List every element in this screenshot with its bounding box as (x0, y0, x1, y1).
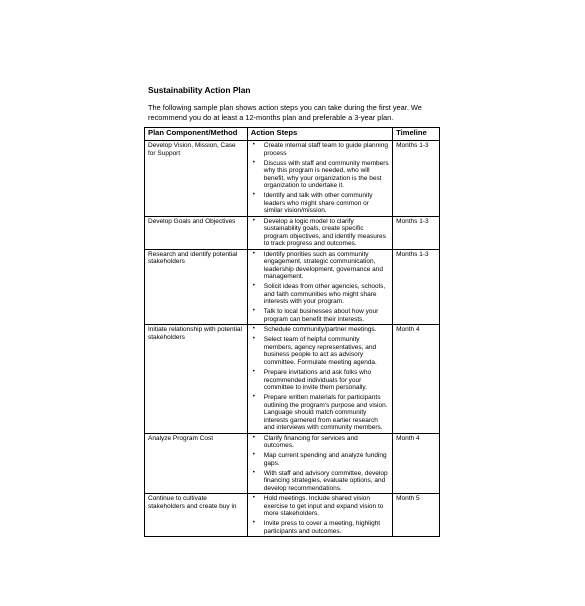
bullet-icon: • (252, 159, 255, 166)
bullet-icon: • (252, 520, 255, 527)
table-row (145, 494, 440, 537)
bullet-icon: • (252, 469, 255, 476)
action-steps-cell (247, 216, 392, 249)
action-step-text: Clarify financing for services and outcomes. (263, 434, 358, 450)
document-title: Sustainability Action Plan (148, 85, 251, 95)
action-step-item (251, 142, 389, 157)
action-step-text: Hold meetings. Include shared vision exercise to get input and expand vision to more stakeholders. (263, 495, 384, 518)
table-row (145, 216, 440, 249)
timeline-cell: Months 1-3 (393, 249, 440, 325)
action-step-text: Map current spending and analyze funding gaps. (263, 452, 387, 467)
header-plan-component: Plan Component/Method (145, 128, 248, 141)
bullet-icon: • (252, 283, 255, 290)
bullet-icon: • (252, 217, 255, 224)
action-plan-table (144, 127, 440, 537)
action-step-item (251, 283, 389, 306)
timeline-cell: Months 1-3 (393, 216, 440, 249)
action-step-text: With staff and advisory committee, develop financing strategies, evaluate options, and develop recommendations. (263, 469, 388, 492)
action-step-text: Develop a logic model to clarify sustainability goals, create specific program objectives, and identify measures to track progress and outcomes. (263, 217, 386, 248)
intro-paragraph: The following sample plan shows action steps you can take during the first year. We recommend you do at least a 12-months plan and preferable a 3-year plan. (148, 103, 422, 122)
bullet-icon: • (252, 369, 255, 376)
table-row (145, 141, 440, 217)
bullet-icon: • (252, 142, 255, 148)
action-steps-cell (247, 249, 392, 325)
bullet-icon: • (252, 192, 255, 199)
action-step-item (251, 336, 389, 366)
action-steps-list (251, 495, 389, 535)
action-step-text: Solicit ideas from other agencies, schools, and faith communities who might share interests with your program. (263, 283, 386, 306)
action-steps-list (251, 218, 389, 248)
action-step-item (251, 470, 389, 493)
plan-component-cell: Research and identify potential stakeholders (145, 249, 248, 325)
action-step-item (251, 435, 389, 450)
action-step-item (251, 160, 389, 190)
bullet-icon: • (252, 326, 255, 333)
action-step-text: Select team of helpful community members, agency representatives, and business people to act as advisory committee. Formulate meeting agenda. (263, 336, 377, 366)
timeline-cell: Month 4 (393, 433, 440, 494)
action-steps-list (251, 251, 389, 324)
action-step-item (251, 369, 389, 392)
bullet-icon: • (252, 250, 255, 257)
action-step-item (251, 394, 389, 432)
bullet-icon: • (252, 336, 255, 343)
plan-component-cell: Develop Goals and Objectives (145, 216, 248, 249)
action-step-text: Prepare written materials for participants outlining the program's purpose and vision. Language should match community interests garnered from earlier research and interviews with community members. (263, 394, 388, 432)
table-row (145, 325, 440, 433)
plan-component-cell: Analyze Program Cost (145, 433, 248, 494)
action-step-text: Talk to local businesses about how your program can benefit their interests. (263, 308, 379, 323)
action-steps-cell (247, 325, 392, 433)
bullet-icon: • (252, 434, 255, 441)
action-step-item (251, 495, 389, 518)
action-step-text: Create internal staff team to guide planning process (263, 142, 388, 157)
timeline-cell: Months 1-3 (393, 141, 440, 217)
action-step-item (251, 326, 389, 334)
action-steps-list (251, 326, 389, 431)
action-steps-cell (247, 494, 392, 537)
action-step-item (251, 452, 389, 467)
action-step-text: Prepare invitations and ask folks who recommended individuals for your committee to invite them personally. (263, 369, 372, 392)
bullet-icon: • (252, 452, 255, 459)
action-step-item (251, 192, 389, 215)
action-step-text: Discuss with staff and community members why this program is needed, who will benefit, why your organization is the best organization to undertake it. (263, 159, 389, 190)
timeline-cell: Month 5 (393, 494, 440, 537)
header-action-steps: Action Steps (247, 128, 392, 141)
action-step-item (251, 520, 389, 535)
timeline-cell: Month 4 (393, 325, 440, 433)
action-step-text: Schedule community/partner meetings. (263, 326, 377, 334)
action-step-text: Identify and talk with other community leaders who might share common or similar vision/mission. (263, 192, 373, 215)
action-step-item (251, 308, 389, 323)
action-step-item (251, 218, 389, 248)
action-step-text: Identify priorities such as community engagement, strategic communication, leadership development, governance and management. (263, 250, 384, 281)
bullet-icon: • (252, 394, 255, 401)
action-step-item (251, 251, 389, 281)
action-steps-cell (247, 141, 392, 217)
bullet-icon: • (252, 308, 255, 315)
table-header-row (145, 128, 440, 141)
bullet-icon: • (252, 495, 255, 502)
action-steps-cell (247, 433, 392, 494)
action-steps-list (251, 142, 389, 215)
plan-component-cell: Initiate relationship with potential stakeholders (145, 325, 248, 433)
table-row (145, 433, 440, 494)
header-timeline: Timeline (393, 128, 440, 141)
plan-component-cell: Develop Vision, Mission, Case for Support (145, 141, 248, 217)
plan-component-cell: Continue to cultivate stakeholders and create buy in (145, 494, 248, 537)
table-row (145, 249, 440, 325)
action-step-text: Invite press to cover a meeting, highlight participants and outcomes. (263, 520, 381, 535)
action-steps-list (251, 435, 389, 493)
